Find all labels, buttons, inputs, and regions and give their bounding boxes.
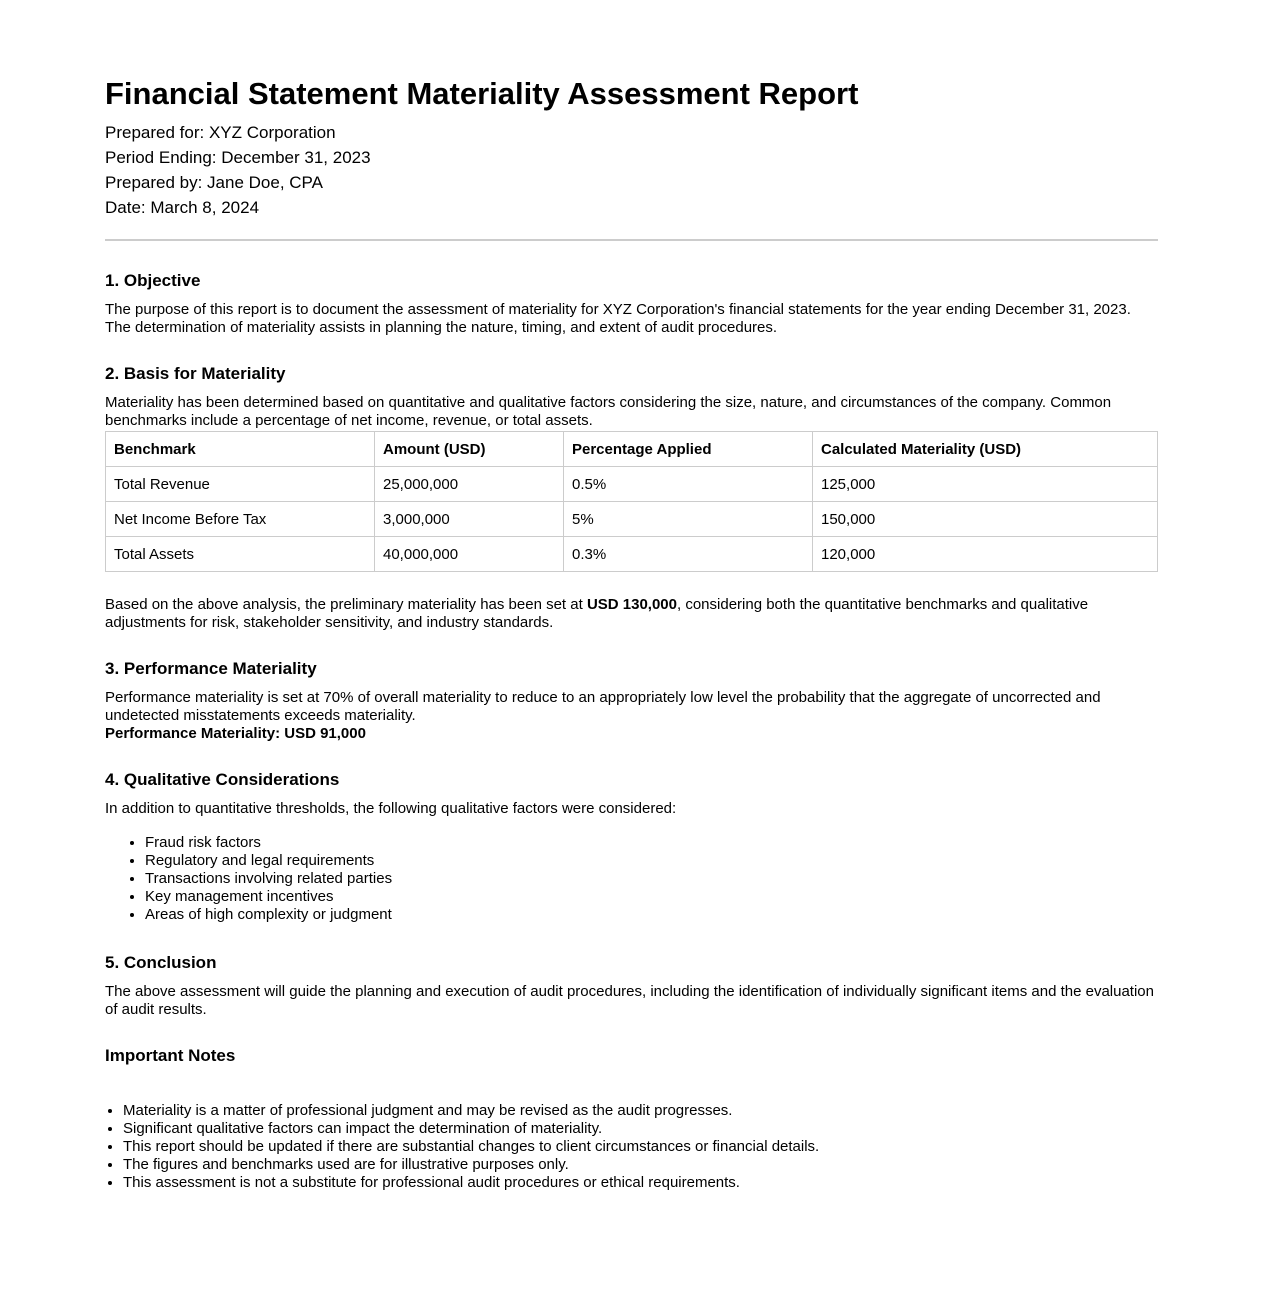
table-cell: 25,000,000 (375, 467, 564, 502)
table-cell: 40,000,000 (375, 537, 564, 572)
table-cell: 3,000,000 (375, 502, 564, 537)
report-page (105, 0, 1158, 1192)
list-item: • Transactions involving related parties (145, 870, 1158, 888)
report-title: Financial Statement Materiality Assessment Report (105, 76, 859, 111)
table-header-cell: Percentage Applied (564, 432, 813, 467)
list-item: • Fraud risk factors (145, 834, 1158, 852)
objective-text: The purpose of this report is to document the assessment of materiality for XYZ Corporation's financial statements for the year ending December 31, 2023. The determination of materiality assists in planning the nature, timing, and extent of audit procedures. (105, 301, 1131, 336)
list-item: • Regulatory and legal requirements (145, 852, 1158, 870)
list-item: • Areas of high complexity or judgment (145, 906, 1158, 924)
materiality-conclusion (105, 596, 1158, 632)
period-ending: Period Ending: December 31, 2023 (105, 148, 371, 167)
table-cell: 120,000 (813, 537, 1158, 572)
basis-heading: 2. Basis for Materiality (105, 364, 286, 383)
list-item: • The figures and benchmarks used are for illustrative purposes only. (123, 1156, 1158, 1174)
performance-heading: 3. Performance Materiality (105, 659, 317, 678)
table-cell: Net Income Before Tax (106, 502, 375, 537)
materiality-amount: USD 130,000 (586, 596, 677, 613)
report-date: Date: March 8, 2024 (105, 198, 260, 217)
performance-text: Performance materiality is set at 70% of overall materiality to reduce to an appropriately low level the probability that the aggregate of uncorrected and undetected misstatements exceeds materiality. (105, 689, 1101, 724)
basis-text: Materiality has been determined based on quantitative and qualitative factors considering the size, nature, and circumstances of the company. Common benchmarks include a percentage of net income, revenue, or total assets. (105, 394, 1112, 429)
list-item: • Materiality is a matter of professional judgment and may be revised as the audit progresses. (123, 1102, 1158, 1120)
table-row (106, 467, 1158, 502)
header-divider (105, 239, 1158, 241)
conclusion-prefix: Based on the above analysis, the preliminary materiality has been set at (105, 596, 587, 613)
prepared-by: Prepared by: Jane Doe, CPA (105, 173, 323, 192)
table-cell: 5% (564, 502, 813, 537)
table-header-cell: Amount (USD) (375, 432, 564, 467)
list-item: • Significant qualitative factors can impact the determination of materiality. (123, 1120, 1158, 1138)
table-cell: Total Assets (106, 537, 375, 572)
qualitative-heading: 4. Qualitative Considerations (105, 770, 340, 789)
conclusion-heading: 5. Conclusion (105, 953, 217, 972)
qualitative-list (105, 834, 1158, 924)
table-cell: 0.5% (564, 467, 813, 502)
notes-list (105, 1102, 1158, 1192)
table-header-row (106, 432, 1158, 467)
conclusion-suffix: , considering both the quantitative benchmarks and qualitative adjustments for risk, stakeholder sensitivity, and industry standards. (105, 596, 1089, 631)
notes-heading: Important Notes (105, 1046, 236, 1065)
list-item: • Key management incentives (145, 888, 1158, 906)
table-cell: 150,000 (813, 502, 1158, 537)
prepared-for: Prepared for: XYZ Corporation (105, 123, 336, 142)
table-header-cell: Benchmark (106, 432, 375, 467)
list-item: • This report should be updated if there are substantial changes to client circumstances or financial details. (123, 1138, 1158, 1156)
table-cell: Total Revenue (106, 467, 375, 502)
list-item: • This assessment is not a substitute for professional audit procedures or ethical requirements. (123, 1174, 1158, 1192)
table-cell: 125,000 (813, 467, 1158, 502)
table-row (106, 537, 1158, 572)
table-header-cell: Calculated Materiality (USD) (813, 432, 1158, 467)
table-row (106, 502, 1158, 537)
performance-value-text: Performance Materiality: USD 91,000 (105, 725, 366, 742)
objective-heading: 1. Objective (105, 271, 201, 290)
performance-value (105, 725, 1158, 743)
table-cell: 0.3% (564, 537, 813, 572)
conclusion-text: The above assessment will guide the planning and execution of audit procedures, including the identification of individually significant items and the evaluation of audit results. (105, 983, 1154, 1018)
benchmark-table (105, 431, 1158, 572)
qualitative-text: In addition to quantitative thresholds, the following qualitative factors were considered: (105, 800, 677, 817)
